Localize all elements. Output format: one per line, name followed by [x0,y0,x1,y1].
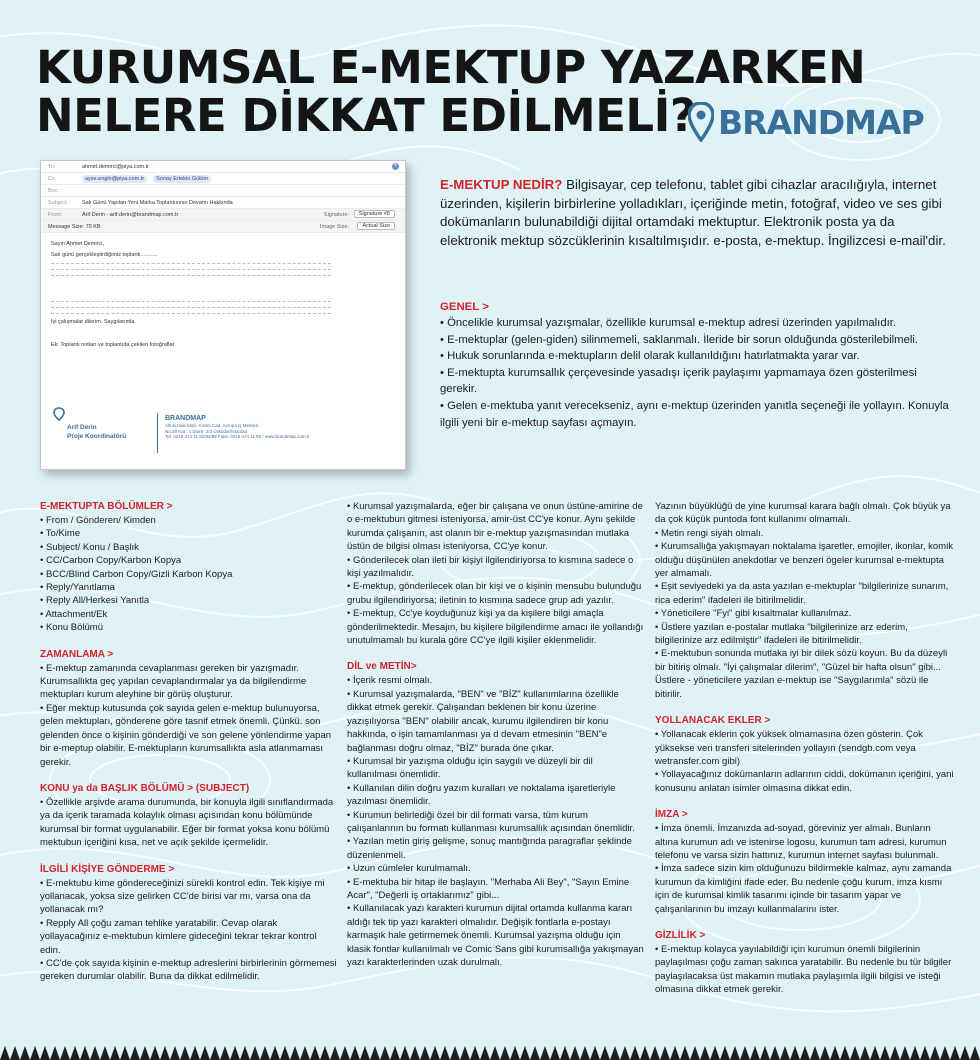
email-subject-label: Subject: [48,199,68,206]
email-bcc-label: Bcc: [48,187,59,194]
email-cc-chip: Sonay Ertekin Gülüm [153,175,211,183]
column-1 [40,500,338,984]
list-item: • E-mektupta kurumsallık çerçevesinde yasadışı içerik paylaşımı yapmamaya özen gösterilmesi gerekir. [440,366,917,396]
list-item: • E-mektuplar (gelen-giden) silinmemeli, saklanmalı. İleride bir sorun olduğunda gösterilebilmeli. [440,333,919,346]
list-item: • Yazılan metin giriş gelişme, sonuç mantığında paragraflar şeklinde düzenlenmeli. [347,836,632,861]
list-item: • Kurumsal bir yazışma olduğu için saygılı ve düzeyli bir dil kullanılması önemlidir. [347,755,593,781]
list-item: • Uzun cümleler kurulmamalı. [347,863,471,875]
list-item: • Kurumsal yazışmalarda, "BEN" ve "BİZ" kullanımlarına özellikle dikkat etmek gerekir. Çalışandan beklenen bir konu üzerine yazışılıyorsa "BEN" olabilir ancak, kurumu ilgilendiren bir konu hakkında, o işin tamamlanması ya d devam etmesinin "BEN"e bağlanması doğru olmaz, "BİZ" burada öne çıkar. [347,688,619,754]
list-item: • Eşit seviyedeki ya da asta yazılan e-mektuplar "bilgilerinize sunarım, rica ederim" ifadeleri ile bitirilmelidir. [655,581,949,606]
section-heading: E-MEKTUPTA BÖLÜMLER > [40,501,173,512]
list-item: • E-mektubu kime göndereceğinizi sürekli kontrol edin. Tek kişiye mi yollanacak, yoksa size gelirken CC'de birisi var mı, varsa ona da yollanacak mı? [40,877,325,916]
zigzag-border [0,1044,980,1060]
email-to-row [41,161,405,173]
section-heading: İLGİLİ KİŞİYE GÖNDERME > [40,863,175,875]
list-item: • İçerik resmi olmalı. [347,675,433,687]
brand-logo [688,98,924,146]
email-subject-value: Salı Günü Yapılan Yeni Marka Toplantısının Devamı Hakkında [82,199,233,206]
intro-text: Bilgisayar, cep telefonu, tablet gibi cihazlar aracılığıyla, internet üzerinden, kişilerin birbirlerine yolladıkları, içeriğinde metin, fotoğraf, video ve ses gibi dokümanların bulunabildiği dijital ortamdaki mektuptur. Elektronik posta ya da elektronik mektup sözcüklerinin kısaltılmışıdır. e-posta, e-mektup. İngilizcesi e-mail'dir. [440,177,946,248]
list-item: • E-mektup kolayca yayılabildiği için kurumun önemli bilgilerinin paylaşılması çoğu zaman sakınca yaratabilir. Bu nedenle bu tür bilgiler paylaşılacaksa üst makamın mutlaka paylaşımla ilgili bilgisi ve isteği olmasına dikkat etmek gerekir. [655,943,952,996]
section-heading: GENEL > [440,301,489,313]
email-to-value: ahmet.demirci@piya.com.tr [82,163,150,170]
list-item: • BCC/Blind Carbon Copy/Gizli Karbon Kopya [40,568,233,580]
section-heading: DİL ve METİN> [347,661,417,673]
email-placeholder-line [51,275,331,279]
list-item: • Kullanılacak yazı karakteri kurumun dijital ortamda kullanma kararı aldığı tek tip yazı karakteri olmalıdır. Değişik fontlarla e-postayı karmaşık hale getirmemek önemli. Kurumsal yazışma olduğu için klasik fontlar kullanılmalı ve Comic Sans gibi kurumsallığa yakışmayan yazı karakterlerinden uzak durulmalı. [347,903,644,968]
email-placeholder-line [51,301,331,305]
sig-address-line: Tel: 0216 474 11 82/84/85 Faks: 0216 474 11 83 / www.brandmap.com.tr [165,434,310,440]
email-screenshot [40,160,406,470]
list-item: • Konu Bölümü [40,622,104,634]
email-subject-row [41,197,405,209]
list-item: • Subject/ Konu / Başlık [40,541,139,553]
list-item: • Kurumsal yazışmalarda, eğer bir çalışana ve onun üstüne-amirine de o e-mektubun gitmesi isteniyorsa, amir-üst CC'ye konur. Aynı şekilde kurumda çalışanın, ast olanın bir e-mektup yazışmasından mutlaka üstün de bilgisi olması isteniyorsa, CC'ye konur. [347,501,643,553]
email-to-label: To: [48,163,56,170]
section-heading: ZAMANLAMA > [40,648,114,660]
sig-address [165,423,310,440]
column-3 [655,500,955,997]
section-heading: KONU ya da BAŞLIK BÖLÜMÜ > (SUBJECT) [40,782,250,794]
list-item: • Reply All/Herkesi Yanıtla [40,595,150,607]
list-item: • Eğer mektup kutusunda çok sayıda gelen e-mektup bulunuyorsa, gelen mektupları, gönderene göre tasnif etmek önemli. Çünkü. son gelenden önce o kişinin gönderdiği ve son gelene yönlendirme yapan bir e-meptup olabilir. E-mektupların kurumsallıkta asla atlanmaması gerekir. [40,702,332,768]
list-item: • E-mektuba bir hitap ile başlayın. "Merhaba Ali Bey", "Sayın Emine Acar", "Değerli iş ortaklarımız" gibi... [347,876,630,901]
list-item: • Öncelikle kurumsal yazışmalar, özellikle kurumsal e-mektup adresi üzerinden yapılmalıdır. [440,317,897,329]
email-signature [53,401,393,461]
email-line: Salı günü gerçekleştirdiğimiz toplantı........... [51,252,158,258]
list-item: • Reply/Yanıtlama [40,582,115,594]
email-attachment-note: Ek: Toplantı notları ve toplantıda çekilen fotoğraflar [51,342,175,348]
list-item: • Üstlere yazılan e-postalar mutlaka "bilgilerinize arz ederim, bilgilerinize arz edilmiştir" ifadeleri ile bitirilmelidir. [655,621,908,647]
email-from-row [41,209,405,221]
list-item: • CC/Carbon Copy/Karbon Kopya [40,555,182,567]
list-item: • Gönderilecek olan ileti bir kişiyi ilgilendiriyorsa to kısmına sadece o kişi yazılmalıdır. [347,554,634,580]
email-from-value: Arif Derin - arif.derin@brandmap.com.tr [82,211,179,218]
list-item: • CC'de çok sayıda kişinin e-mektup adreslerini birbirlerinin görmemesi gereken durumlar olabilir. Buna da dikkat edilmelidir. [40,957,337,983]
email-cc-row [41,173,405,185]
list-item: • Yollanacak eklerin çok yüksek olmamasına özen gösterin. Çok yüksekse veri transferi sitelerinden yollayın (sendgb.com veya wetransfer.com gibi) [655,729,923,767]
email-body [41,233,405,349]
email-closing: İyi çalışmalar dilerim. Saygılarımla. [51,319,136,325]
list-item: • Yollayacağınız dokümanların adlarının ciddi, dokümanın içeriğini, yani konusunu anlatan isimler olmasına dikkat edin. [655,769,954,794]
email-cc-chip: ayse.engin@piya.com.tr [82,175,147,183]
list-item: • Metin rengi siyah olmalı. [655,527,764,539]
email-placeholder-line [51,307,331,311]
location-pin-icon [688,102,714,142]
location-pin-icon [53,407,65,421]
add-recipient-icon: + [393,163,398,169]
email-greeting: Sayın Ahmet Demirci, [51,241,104,247]
section-heading: İMZA > [655,809,688,821]
section-genel [440,300,955,431]
list-item: • Kurumun belirlediği özel bir dil formatı varsa, tüm kurum çalışanlarının bu formatı kullanması kurumsallık açısından önemlidir. [347,809,635,834]
column-2 [347,500,645,969]
list-item: • Attachment/Ek [40,608,108,620]
list-item: • Repply All çoğu zaman tehlike yaratabilir. Cevap olarak yollayacağınız e-mektubun kimlere gideceğini tekrar tekrar kontrol edin. [40,917,317,956]
email-signature-name [67,423,126,441]
title-line-2: NELERE DİKKAT EDİLMELİ? [36,89,696,142]
email-image-size-select: Actual Size [357,222,395,230]
email-message-size: Message Size: 70 KB [48,223,101,230]
email-from-label: From: [48,211,63,218]
email-signature-label: Signature: [323,212,349,218]
email-bcc-row [41,185,405,197]
list-item: • İmza sadece sizin kim olduğunuzu bildirmekle kalmaz, aynı zamanda kurumun da kimliğini ifade eder. Bu nedenle çoğu kurum, imza kısmı için de kurumsal kimlik tasarımı içinde bir tasarım yapar ve çalışanlarının bu imzayı kullanmalarını ister. [655,863,952,915]
list-item: • E-mektup, Cc'ye koyduğunuz kişi ya da kişilere bilgi amaçla gönderilmektedir. Mesajın, bu kişilere bilgilendirme amacı ile yollandığı unutulmamalı bu kurala göre CC'ye ilgili kişiler eklenmelidir. [347,608,644,647]
title-line-1: KURUMSAL E-MEKTUP YAZARKEN [36,41,866,94]
list-item: • Özellikle arşivde arama durumunda, bir konuyla ilgili sınıflandırmada ya da içerik taramada kolaylık olması açısından konu bölümünde kurumsal bir format uygulanabilir. Eğer bir format yoksa konu bölümü mektubun içeriğini kısa, net ve açık şekilde içermelidir. [40,796,334,849]
list-item: • İmza önemli. İmzanızda ad-soyad, göreviniz yer almalı. Bunların altına kurumun adı ve istenirse logosu, kurumun tam adresi, kurumun telefonu ve varsa sizin hattınız, kurumun internet sayfası bulunmalı. [655,823,947,861]
email-placeholder-line [51,313,331,317]
email-size-row [41,221,405,233]
sig-logo: BRANDMAP [165,415,206,422]
sig-title: Proje Koordinatörü [67,433,127,440]
list-item: • Yöneticilere "Fyi" gibi kısaltmalar kullanılmaz. [655,608,852,620]
list-item: • E-mektup zamanında cevaplanması gereken bir yazışmadır. Kurumsallıkta geç yapılan cevaplandırmalar ya da bilgilendirme mektupları kurum aleyhine bir görüş oluşturur. [40,662,307,701]
section-heading: YOLLANACAK EKLER > [655,715,771,727]
email-signature-select: Signature #8 [354,210,395,218]
email-placeholder-line [51,263,331,267]
list-item: • Hukuk sorunlarında e-mektupların delil olarak kullanıldığını hatırlatmakta yarar var. [440,350,860,363]
list-item: • E-mektup, gönderilecek olan bir kişi ve o kişinin mensubu bulunduğu grubu ilgilendiriyorsa; iletinin to kısmına sadece grup adı yazılır. [347,581,642,606]
sig-address-line: No:28 Kat : 1 Daire: 2/3 Üsküdar/İstanbul [165,428,248,434]
list-item: Yazının büyüklüğü de yine kurumsal karara bağlı olmalı. Çok büyük ya da çok küçük puntoda font kullanımı olmamalı. [655,501,951,526]
email-image-size-label: Image Size: [319,224,349,230]
list-item: • Kurumsallığa yakışmayan noktalama işaretler, emojiler, ikonlar, komik olduğu düşünülen anekdotlar ve benzeri ögeler kurumsal e-mektupta yer almamalı. [655,541,953,580]
list-item: • E-mektubun sonunda mutlaka iyi bir dilek sözü koyun. Bu da düzeyli bir bitiriş olmalı. "İyi çalışmalar dilerim", "Güzel bir hafta olsun" gibi... Üstlere - yöneticilere yazılan e-mektup ise "Saygılarımla" sözü ile bitirilir. [655,648,948,700]
list-item: • To/Kime [40,528,81,540]
brand-name: BRANDMAP [718,102,924,142]
list-item: • Gelen e-mektuba yanıt verecekseniz, aynı e-mektup üzerinden yanıtla seçeneği ile yollayın. Konuyla ilgili yeni bir e-mektup sayfası açmayın. [440,399,949,429]
intro-heading: E-MEKTUP NEDİR? [440,177,563,192]
section-heading: GİZLİLİK > [655,929,706,941]
sig-name: Arif Derin [67,424,97,431]
signature-divider [157,413,158,453]
email-placeholder-line [51,269,331,273]
intro-paragraph [440,176,950,250]
email-cc-label: Cc: [48,175,57,182]
list-item: • From / Gönderen/ Kimden [40,515,156,526]
sig-address-line: Altunizade Mah. Kısıklı Cad. Avrupa İş Merkezi [165,423,259,428]
list-item: • Kullanılan dilin doğru yazım kuralları ve noktalama işaretleriyle yazılması önemlidir. [347,782,616,808]
